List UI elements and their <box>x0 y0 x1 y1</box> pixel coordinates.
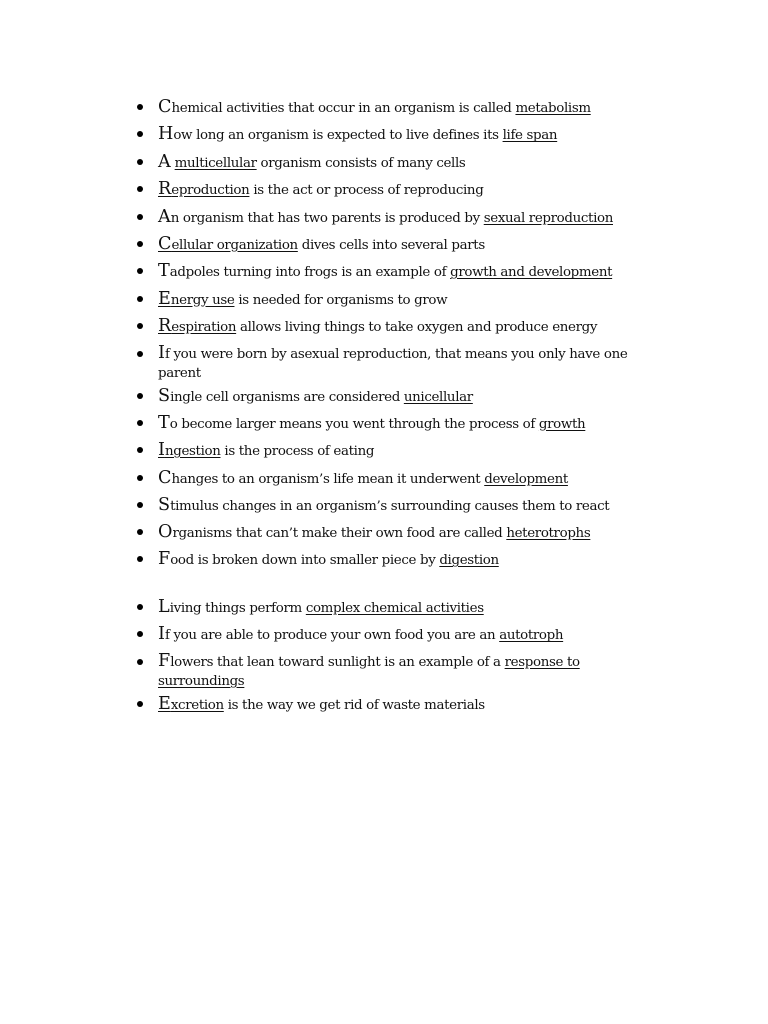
bullet-icon <box>137 529 143 535</box>
item-text: lowers that lean toward sunlight is an example of a <box>170 654 505 670</box>
item-term: autotroph <box>499 628 564 644</box>
term-initial-letter: E <box>158 693 171 714</box>
item-initial-letter: A <box>158 206 171 227</box>
bullet-icon <box>137 502 143 508</box>
bullet-icon <box>137 475 143 481</box>
item-term: growth <box>538 416 586 432</box>
item-initial-letter: I <box>158 342 165 363</box>
item-initial-letter: F <box>158 549 171 570</box>
item-text: f you were born by asexual reproduction, that means you only have one parent <box>158 346 628 382</box>
list-item <box>133 234 633 256</box>
bullet-icon <box>137 447 143 453</box>
term-initial-letter: R <box>158 316 172 337</box>
item-initial-letter: C <box>158 467 172 488</box>
item-initial-letter: S <box>158 495 171 516</box>
item-text: iving things perform <box>169 601 306 616</box>
item-text: is needed for organisms to grow <box>234 292 448 308</box>
bullet-icon <box>137 241 143 247</box>
item-term: response to surroundings <box>158 654 580 690</box>
bullet-icon <box>137 131 143 137</box>
item-term: unicellular <box>403 389 473 405</box>
item-term: digestion <box>439 553 499 569</box>
list-item <box>133 597 633 619</box>
item-initial-letter: S <box>158 385 171 406</box>
item-initial-letter: C <box>158 97 172 117</box>
bullet-icon <box>137 323 143 329</box>
bullet-icon <box>137 659 143 665</box>
list-item <box>133 652 633 692</box>
list-item <box>133 495 633 517</box>
bullet-icon <box>137 420 143 426</box>
item-text: is the way we get rid of waste materials <box>223 697 485 713</box>
bullet-list-group-3 <box>133 597 633 721</box>
item-term <box>158 179 250 200</box>
term-rest: eproduction <box>171 183 250 199</box>
list-item <box>133 694 633 716</box>
list-item <box>133 152 633 174</box>
bullet-icon <box>137 604 143 610</box>
list-item <box>133 468 633 490</box>
item-text: allows living things to take oxygen and produce energy <box>236 320 598 336</box>
list-item <box>133 413 633 435</box>
item-text: f you are able to produce your own food you are an <box>164 628 500 644</box>
item-text: ingle cell organisms are considered <box>170 389 404 405</box>
bullet-icon <box>137 104 143 110</box>
item-term: life span <box>502 128 558 144</box>
item-initial-letter: O <box>158 522 173 542</box>
item-initial-letter: I <box>158 624 165 645</box>
bullet-list-group-1 <box>133 97 633 522</box>
bullet-icon <box>137 214 143 220</box>
item-text: organism consists of many cells <box>256 155 466 171</box>
item-text: ow long an organism is expected to live defines its <box>173 128 503 144</box>
item-term: metabolism <box>515 101 591 116</box>
list-item <box>133 624 633 646</box>
list-item <box>133 289 633 311</box>
bullet-icon <box>137 351 143 357</box>
item-term: growth and development <box>450 265 613 281</box>
term-rest: nergy use <box>170 292 235 308</box>
bullet-icon <box>137 296 143 302</box>
item-text: rganisms that can’t make their own food are called <box>172 526 507 541</box>
bullet-icon <box>137 556 143 562</box>
item-initial-letter: T <box>158 412 170 433</box>
list-item <box>133 549 633 571</box>
bullet-icon <box>137 393 143 399</box>
bullet-icon <box>137 186 143 192</box>
list-item <box>133 316 633 338</box>
term-rest: ngestion <box>164 444 221 460</box>
list-item <box>133 344 633 384</box>
list-item <box>133 124 633 146</box>
list-item <box>133 207 633 229</box>
item-term <box>158 693 224 714</box>
term-rest: ellular organization <box>171 237 298 253</box>
item-text: is the act or process of reproducing <box>249 183 484 199</box>
item-term <box>158 316 237 337</box>
item-term <box>158 233 298 254</box>
bullet-icon <box>137 268 143 274</box>
item-initial-letter: A <box>158 151 171 172</box>
item-text: adpoles turning into frogs is an example of <box>169 265 451 281</box>
term-initial-letter: C <box>158 233 172 254</box>
item-term: heterotrophs <box>506 526 591 541</box>
item-term: complex chemical activities <box>305 601 484 616</box>
bullet-list-group-2 <box>133 522 633 577</box>
term-initial-letter: I <box>158 440 165 461</box>
item-term <box>158 288 235 309</box>
list-item <box>133 522 633 544</box>
item-text: hemical activities that occur in an organism is called <box>171 101 516 116</box>
item-initial-letter: T <box>158 261 170 282</box>
list-item <box>133 386 633 408</box>
term-rest: xcretion <box>170 697 224 713</box>
bullet-icon <box>137 631 143 637</box>
item-text: n organism that has two parents is produced by <box>170 210 484 226</box>
item-initial-letter: H <box>158 124 174 145</box>
item-term <box>158 440 221 461</box>
list-item <box>133 440 633 462</box>
term-initial-letter: E <box>158 288 171 309</box>
item-initial-letter: L <box>158 597 170 617</box>
term-rest: espiration <box>171 320 237 336</box>
item-term: development <box>484 471 568 487</box>
item-text: dives cells into several parts <box>297 237 485 253</box>
item-text: ood is broken down into smaller piece by <box>170 553 440 569</box>
item-term: multicellular <box>174 155 257 171</box>
item-text: o become larger means you went through the process of <box>169 416 539 432</box>
list-item <box>133 97 633 119</box>
bullet-icon <box>137 701 143 707</box>
item-text: is the process of eating <box>220 444 375 460</box>
item-initial-letter: F <box>158 650 171 671</box>
list-item <box>133 261 633 283</box>
bullet-icon <box>137 159 143 165</box>
item-text: hanges to an organism’s life mean it underwent <box>171 471 485 487</box>
item-term: sexual reproduction <box>483 210 613 226</box>
term-initial-letter: R <box>158 179 172 200</box>
list-item <box>133 179 633 201</box>
item-text: timulus changes in an organism’s surrounding causes them to react <box>170 499 610 515</box>
